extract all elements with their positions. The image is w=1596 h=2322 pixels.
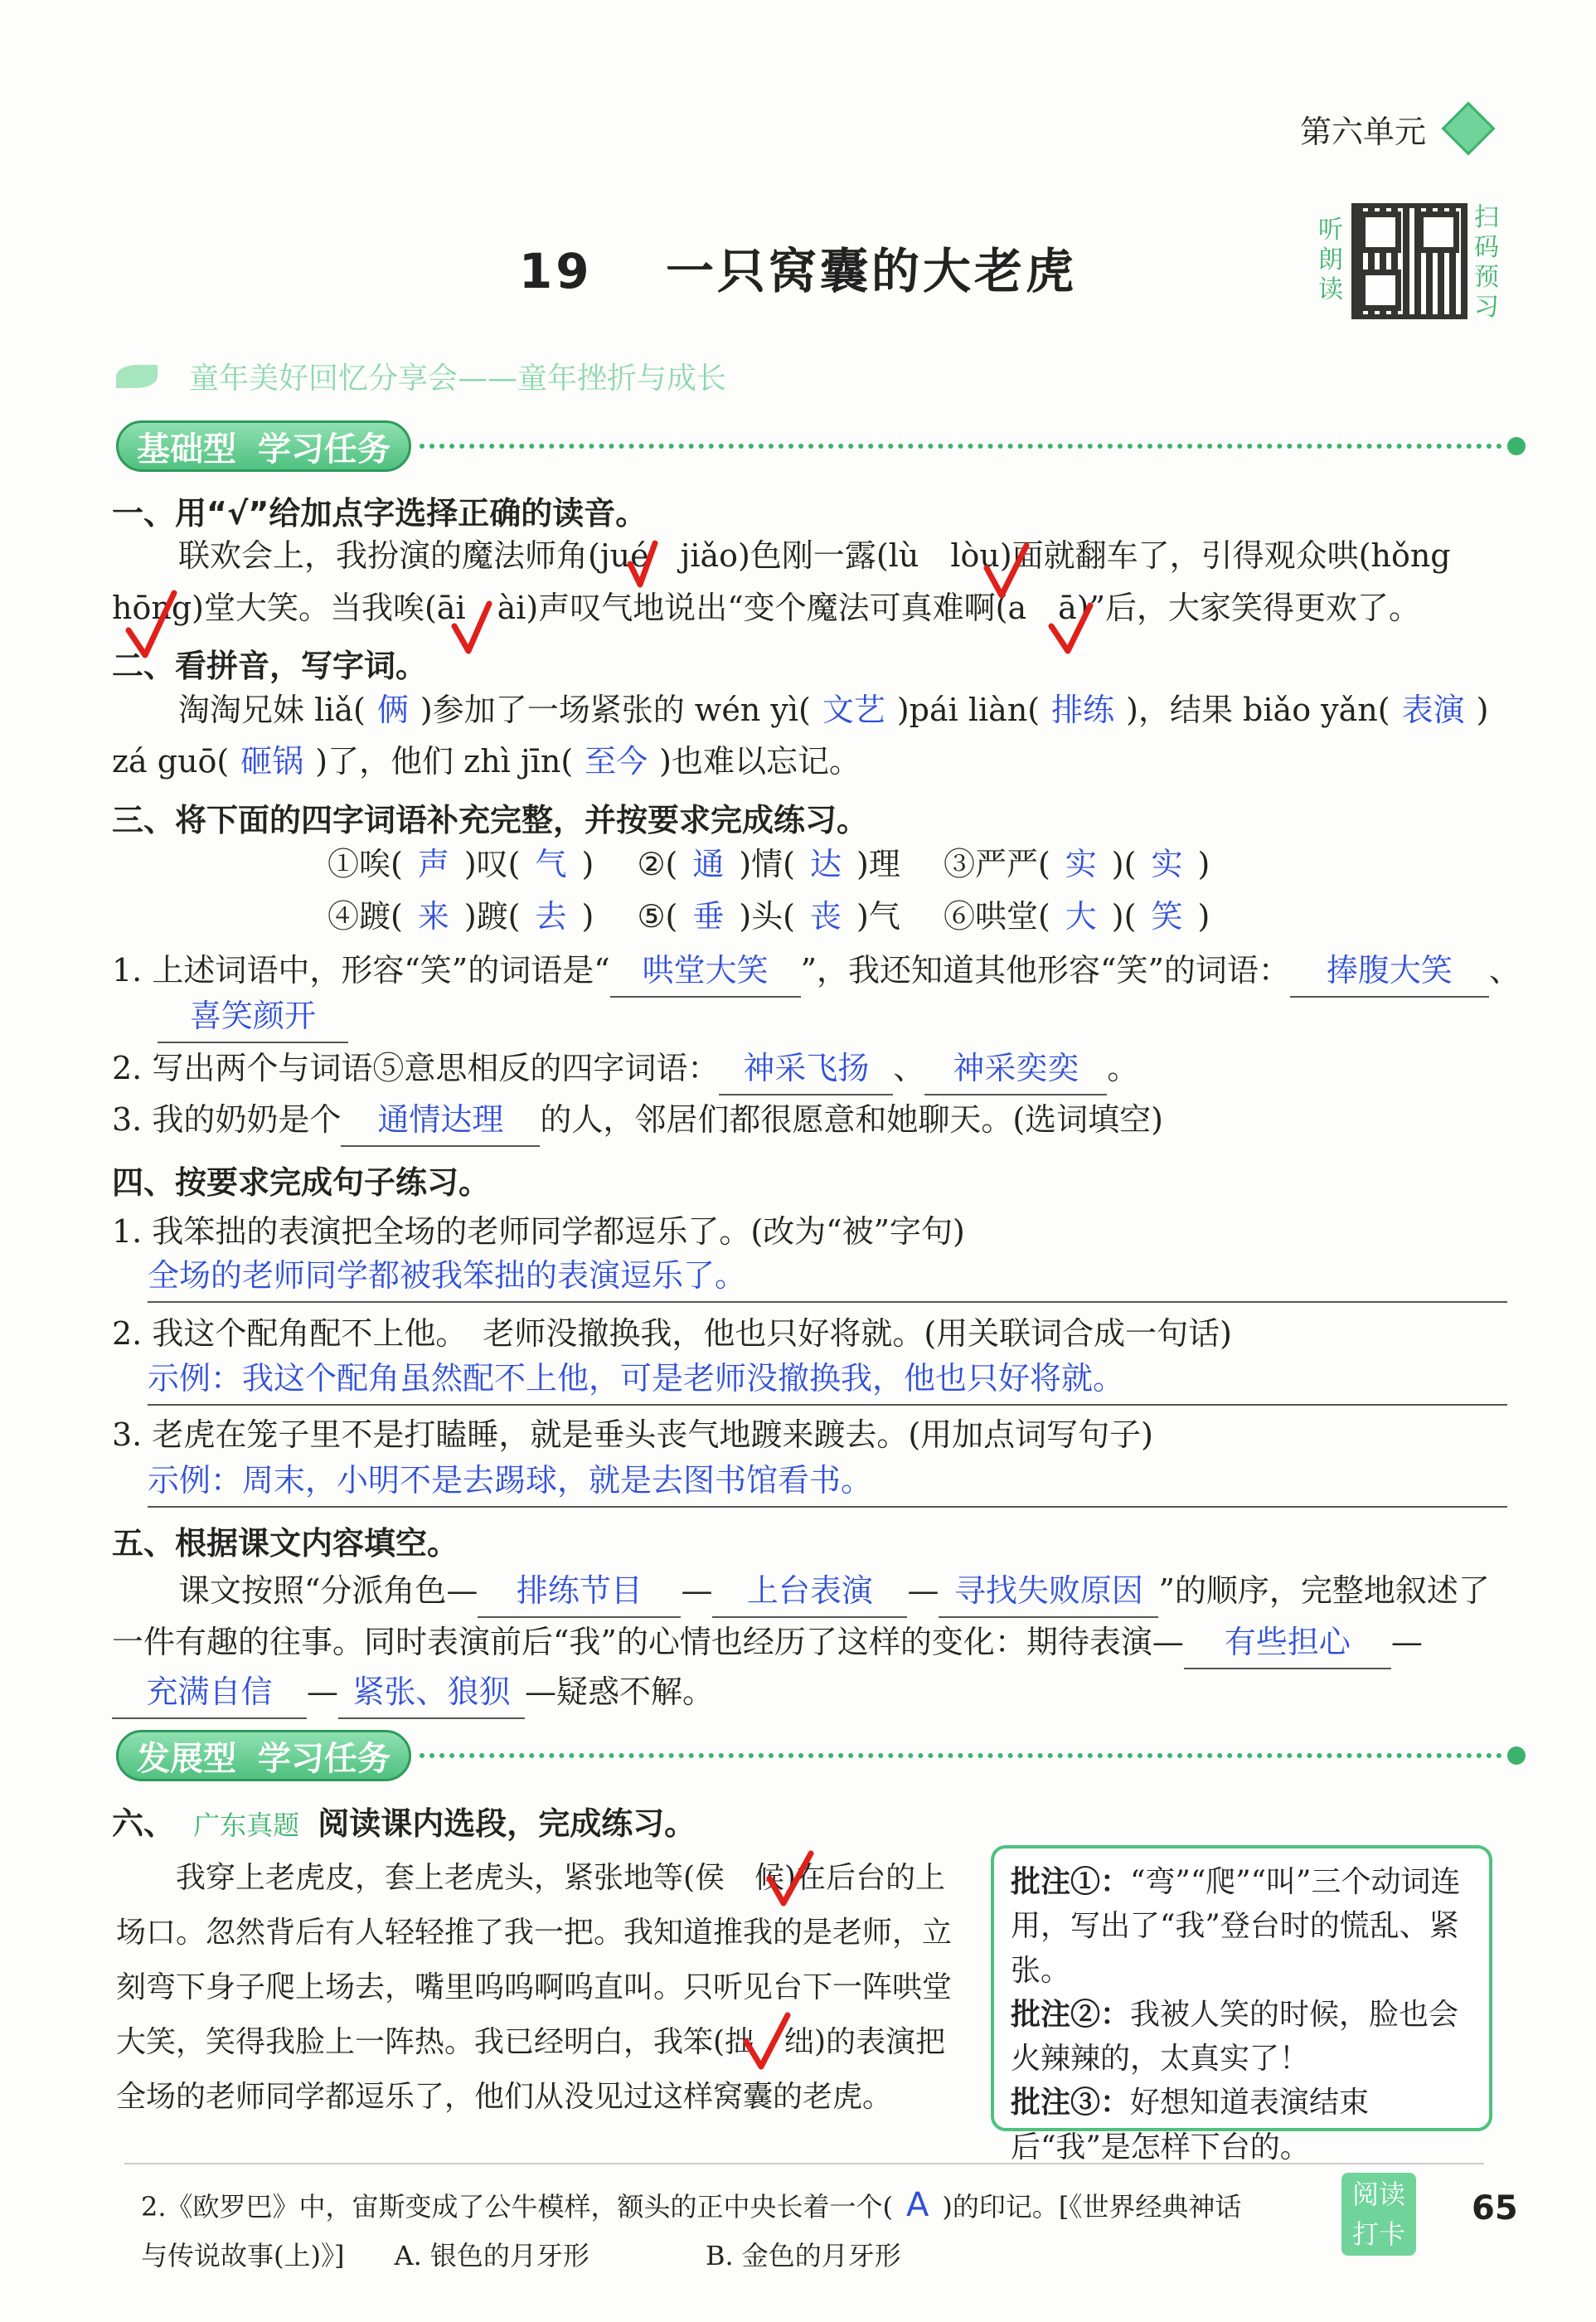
q2-line1 — [178, 685, 1488, 736]
q2-text: )，结果 biǎo yǎn( — [1126, 692, 1390, 728]
q2-answer: 表演 — [1401, 692, 1465, 728]
passage-line: 我穿上老虎皮，套上老虎头，紧张地等(侯 候)在后台的上 — [116, 1861, 946, 1895]
passage-line: 全场的老师同学都逗乐了，他们从没见过这样窝囊的老虎。 — [116, 2080, 893, 2114]
q4-heading: 四、按要求完成句子练习。 — [112, 1164, 491, 1201]
q2-text: zá guō( — [112, 743, 230, 780]
q6-tag: 广东真题 — [193, 1810, 300, 1841]
idiom-item: ④踱( 来 )踱( 去 ) — [327, 898, 594, 935]
q1-heading: 一、用“√”给加点字选择正确的读音。 — [112, 495, 648, 532]
q3-sub2: 2. 写出两个与词语⑤意思相反的四字词语： 神采飞扬 、 神采奕奕 。 — [112, 1043, 1138, 1095]
passage-line: 场口。忽然背后有人轻轻推了我一把。我知道推我的是老师，立 — [116, 1916, 953, 1950]
q5-line1: 课文按照“分派角色— 排练节目 — 上台表演 — 寻找失败原因 ”的顺序，完整地叙述了 — [178, 1566, 1490, 1618]
answer-blank: 哄堂大笑 — [610, 945, 801, 998]
banner-text: 学习任务 — [258, 430, 391, 469]
q2-answer: 排练 — [1051, 692, 1115, 728]
q6-title: 阅读课内选段，完成练习。 — [318, 1805, 696, 1842]
q2-text: )pái liàn( — [896, 692, 1041, 728]
idiom-item: ②( 通 )情( 达 )理 — [637, 846, 900, 882]
check-mark — [987, 546, 1026, 595]
answer-blank: 有些担心 — [1184, 1617, 1391, 1669]
q3-sub1: 1. 上述词语中，形容“笑”的词语是“ 哄堂大笑 ”，我还知道其他形容“笑”的词语： 捧腹大笑 、 — [112, 945, 1521, 998]
q2-answer: 俩 — [376, 692, 409, 728]
banner-label: 基础型 — [137, 430, 236, 469]
answer-blank: 紧张、狼狈 — [338, 1667, 525, 1719]
q2-heading: 二、看拼音，写字词。 — [112, 648, 428, 684]
idiom-item: ①唉( 声 )叹( 气 ) — [327, 846, 594, 882]
footer-divider — [124, 2163, 1484, 2164]
answer-blank: 上台表演 — [712, 1566, 907, 1618]
footer-answer: A — [906, 2186, 929, 2224]
lesson-name: 一只窝囊的大老虎 — [666, 243, 1078, 299]
q2-text: ) — [1476, 692, 1489, 728]
qr-left-text: 听朗读 — [1318, 216, 1343, 304]
banner-dots — [420, 1753, 1502, 1758]
answer-blank: 充满自信 — [112, 1667, 307, 1719]
answer-blank: 排练节目 — [478, 1566, 681, 1618]
q4-a2: 示例：我这个配角虽然配不上他，可是老师没撤换我，他也只好将就。 — [148, 1353, 1507, 1406]
check-mark — [454, 604, 489, 651]
theme-line: 童年美好回忆分享会——童年挫折与成长 — [189, 362, 727, 396]
q4-s3: 3. 老虎在笼子里不是打瞌睡，就是垂头丧气地踱来踱去。(用加点词写句子) — [112, 1416, 1153, 1453]
q2-text: )也难以忘记。 — [659, 743, 861, 780]
q4-s2: 2. 我这个配角配不上他。 老师没撤换我，他也只好将就。(用关联词合成一句话) — [112, 1315, 1232, 1352]
footer-question: 2.《欧罗巴》中，宙斯变成了公牛模样，额头的正中央长着一个( A )的印记。[《世界经典神话 与传说故事(上)》] A. 银色的月牙形 B. 金色的月牙形 — [141, 2186, 1242, 2271]
q6-number: 六、 — [112, 1805, 176, 1842]
check-mark — [1051, 605, 1090, 651]
q5-line3: 充满自信 — 紧张、狼狈 —疑惑不解。 — [112, 1667, 714, 1719]
annotation-item: 批注②：我被人笑的时候，脸也会火辣辣的，太真实了！ — [1011, 1996, 1459, 2077]
check-mark — [630, 543, 655, 585]
answer-blank: 通情达理 — [341, 1095, 540, 1147]
banner-develop — [116, 1729, 1526, 1782]
q5-line2: 一件有趣的往事。同时表演前后“我”的心情也经历了这样的变化：期待表演— 有些担心 — — [112, 1617, 1423, 1669]
reading-badge: 阅读打卡 — [1341, 2173, 1416, 2256]
annotation-item: 批注③：好想知道表演结束后“我”是怎样下台的。 — [1011, 2085, 1370, 2164]
q3-sub1-cont — [158, 991, 348, 1043]
q5-heading: 五、根据课文内容填空。 — [112, 1525, 459, 1562]
check-mark — [746, 2015, 788, 2067]
q4-s1: 1. 我笨拙的表演把全场的老师同学都逗乐了。(改为“被”字句) — [112, 1213, 965, 1250]
q2-line2 — [112, 736, 861, 787]
q2-answer: 砸锅 — [240, 743, 304, 780]
annotation-item: 批注①：“弯”“爬”“叫”三个动词连用，写出了“我”登台时的慌乱、紧张。 — [1011, 1864, 1461, 1988]
idiom-item: ⑤( 垂 )头( 丧 )气 — [637, 898, 900, 935]
idiom-item: ③严严( 实 )( 实 ) — [943, 846, 1210, 882]
lesson-number: 19 — [518, 243, 593, 299]
q2-answer: 至今 — [585, 743, 648, 780]
q1-line1: 联欢会上，我扮演的魔法师角(jué jiǎo)色刚一露(lù lòu)面就翻车了，引得观众哄(hǒng — [178, 537, 1451, 574]
banner-end-dot — [1507, 1746, 1526, 1765]
q4-a1: 全场的老师同学都被我笨拙的表演逗乐了。 — [148, 1251, 1507, 1303]
q3-row2 — [327, 891, 1210, 942]
annotation-box — [991, 1845, 1492, 2164]
passage-line: 大笑，笑得我脸上一阵热。我已经明白，我笨(拙 绌)的表演把 — [116, 2025, 946, 2059]
q4-a3: 示例：周末，小明不是去踢球，就是去图书馆看书。 — [148, 1455, 1507, 1508]
answer-blank: 喜笑颜开 — [158, 991, 348, 1043]
answer-blank: 神采飞扬 — [719, 1043, 893, 1095]
banner-label: 发展型 — [137, 1739, 236, 1778]
qr-right-text: 扫码预习 — [1474, 203, 1499, 322]
answer-blank: 捧腹大笑 — [1290, 945, 1489, 998]
check-mark — [769, 1853, 811, 1903]
q3-sub3: 3. 我的奶奶是个 通情达理 的人，邻居们都很愿意和她聊天。(选词填空) — [112, 1095, 1163, 1147]
idiom-item: ⑥哄堂( 大 )( 笑 ) — [943, 898, 1210, 935]
q2-text: 淘淘兄妹 liǎ( — [178, 692, 366, 728]
answer-blank: 神采奕奕 — [924, 1043, 1107, 1095]
q1-line2: hōng)堂大笑。当我唉(āi ài)声叹气地说出“变个魔法可真难啊(a ā)”后，大家笑得更欢了。 — [112, 590, 1421, 626]
q2-text: )参加了一场紧张的 wén yì( — [420, 692, 811, 728]
q3-heading: 三、将下面的四字词语补充完整，并按要求完成练习。 — [112, 802, 869, 838]
answer-blank: 寻找失败原因 — [939, 1566, 1158, 1618]
q2-text: )了，他们 zhì jīn( — [315, 743, 574, 780]
q3-row1 — [327, 839, 1210, 890]
banner-text: 学习任务 — [258, 1739, 391, 1778]
page-number: 65 — [1472, 2189, 1518, 2227]
passage-line: 刻弯下身子爬上场去，嘴里呜呜啊呜直叫。只听见台下一阵哄堂 — [116, 1970, 953, 2004]
q2-answer: 文艺 — [822, 692, 885, 728]
banner-pill — [116, 1730, 411, 1781]
unit-label: 第六单元 — [1300, 114, 1427, 150]
q6-check-marks — [0, 1824, 995, 2123]
q1-check-marks — [0, 0, 1596, 680]
